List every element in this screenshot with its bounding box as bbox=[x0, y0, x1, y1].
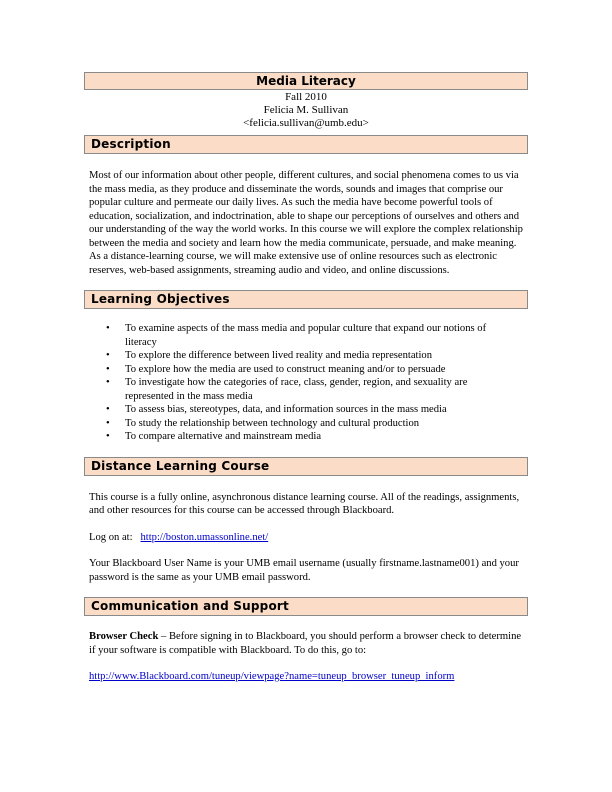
list-item: • To investigate how the categories of race, class, gender, region, and sexuality are represented in the mass media bbox=[125, 376, 495, 403]
list-item: • To compare alternative and mainstream media bbox=[125, 430, 495, 444]
list-item: • To examine aspects of the mass media and popular culture that expand our notions of literacy bbox=[125, 322, 495, 349]
list-item: • To explore how the media are used to construct meaning and/or to persuade bbox=[125, 363, 495, 377]
browser-check-body: – Before signing in to Blackboard, you should perform a browser check to determine if your software is compatible with Blackboard. To do this, go to: bbox=[89, 631, 522, 656]
objectives-list bbox=[84, 322, 528, 444]
login-link[interactable]: http://boston.umassonline.net/ bbox=[140, 531, 269, 543]
browser-check-text bbox=[89, 630, 527, 657]
objectives-heading: Learning Objectives bbox=[84, 290, 528, 309]
browser-check-label: Browser Check bbox=[89, 631, 159, 642]
course-title: Media Literacy bbox=[84, 72, 528, 90]
login-label: Log on at: bbox=[89, 531, 133, 543]
username-note: Your Blackboard User Name is your UMB email username (usually firstname.lastname001) and your password is the same as your UMB email password. bbox=[89, 558, 519, 583]
description-text: Most of our information about other people, different cultures, and social phenomena comes to us via the mass media, as they produce and disseminate the words, sounds and images that comprise our popular culture and permeate our daily lives. As such the media have become powerful tools of education, socialization, and indoctrination, able to shape our perceptions of ourselves and others and our understanding of the way the world works. In this course we will explore the complex relationship between the media and society and learn how the media communicate, persuade, and make meaning. As a distance-learning course, we will make extensive use of online resources such as electronic reserves, web-based assignments, streaming audio and video, and online discussions. bbox=[89, 170, 523, 276]
course-term: Fall 2010 bbox=[285, 91, 327, 103]
distance-heading: Distance Learning Course bbox=[84, 457, 528, 476]
description-heading: Description bbox=[84, 135, 528, 154]
instructor-email: <felicia.sullivan@umb.edu> bbox=[243, 117, 369, 129]
browser-check-url-line bbox=[89, 670, 527, 684]
communication-heading: Communication and Support bbox=[84, 597, 528, 616]
list-item: • To assess bias, stereotypes, data, and information sources in the mass media bbox=[125, 403, 495, 417]
instructor-name: Felicia M. Sullivan bbox=[263, 104, 349, 116]
list-item: • To explore the difference between lived reality and media representation bbox=[125, 349, 495, 363]
browser-check-link[interactable]: http://www.Blackboard.com/tuneup/viewpage?name=tuneup_browser_tuneup_inform bbox=[89, 671, 455, 682]
login-line bbox=[89, 531, 527, 545]
syllabus-page bbox=[84, 72, 528, 684]
course-meta bbox=[84, 91, 528, 130]
list-item: • To study the relationship between technology and cultural production bbox=[125, 417, 495, 431]
distance-intro: This course is a fully online, asynchronous distance learning course. All of the readings, assignments, and other resources for this course can be accessed through Blackboard. bbox=[89, 491, 520, 516]
